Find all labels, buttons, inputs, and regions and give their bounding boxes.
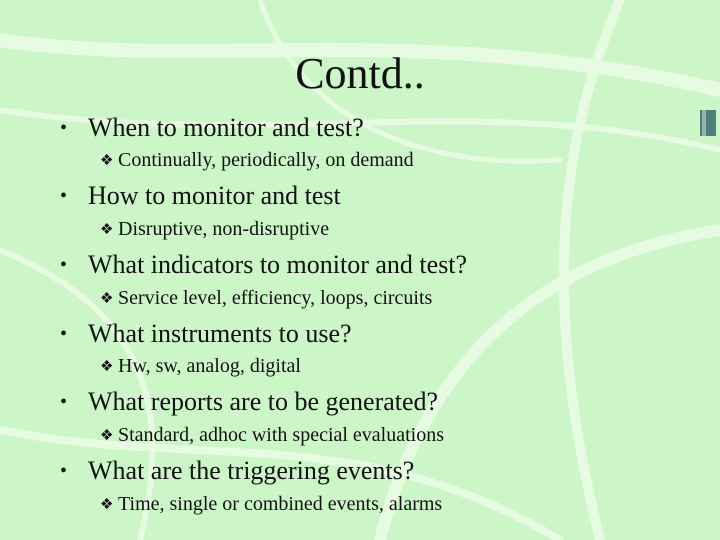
bullet-text: What are the triggering events?: [88, 456, 415, 485]
bullet-icon: •: [60, 391, 68, 413]
bullet-text: What reports are to be generated?: [88, 387, 439, 416]
bullet-item: [60, 250, 467, 280]
diamond-bullet-icon: ❖: [100, 222, 114, 238]
bullet-icon: •: [60, 254, 68, 276]
sub-bullet-text: Continually, periodically, on demand: [118, 149, 414, 171]
bullet-item: [60, 319, 352, 349]
sub-bullet-item: [100, 286, 432, 311]
sub-bullet-text: Hw, sw, analog, digital: [118, 355, 301, 377]
sub-bullet-text: Service level, efficiency, loops, circuits: [118, 287, 433, 309]
bullet-item: [60, 113, 364, 143]
bullet-text: What indicators to monitor and test?: [88, 250, 468, 279]
diamond-bullet-icon: ❖: [100, 428, 114, 444]
bullet-text: How to monitor and test: [88, 181, 341, 210]
diamond-bullet-icon: ❖: [100, 497, 114, 513]
bullet-item: [60, 456, 414, 486]
diamond-bullet-icon: ❖: [100, 153, 114, 169]
bullet-icon: •: [60, 185, 68, 207]
bullet-item: [60, 181, 341, 211]
sub-bullet-text: Time, single or combined events, alarms: [118, 493, 443, 515]
accent-bar-highlight: [702, 110, 706, 136]
diamond-bullet-icon: ❖: [100, 291, 114, 307]
bullet-icon: •: [60, 323, 68, 345]
slide-title: Contd..: [295, 49, 425, 98]
sub-bullet-text: Disruptive, non-disruptive: [118, 218, 330, 240]
sub-bullet-item: [100, 217, 329, 242]
sub-bullet-item: [100, 148, 414, 173]
bullet-icon: •: [60, 460, 68, 482]
diamond-bullet-icon: ❖: [100, 359, 114, 375]
sub-bullet-item: [100, 492, 442, 517]
bullet-item: [60, 387, 438, 417]
sub-bullet-item: [100, 423, 444, 448]
bullet-icon: •: [60, 117, 68, 139]
sub-bullet-item: [100, 354, 301, 379]
bullet-text: When to monitor and test?: [88, 113, 364, 142]
bullet-text: What instruments to use?: [88, 319, 352, 348]
sub-bullet-text: Standard, adhoc with special evaluations: [118, 424, 445, 446]
